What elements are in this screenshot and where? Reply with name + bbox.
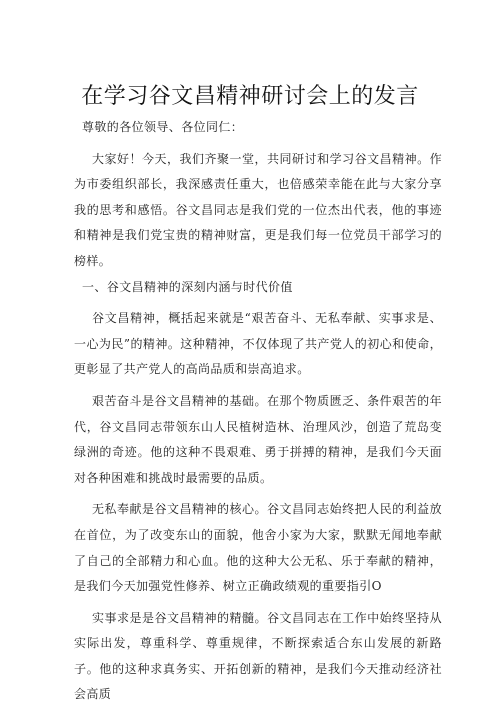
paragraph-hard-work: 艰苦奋斗是谷文昌精神的基础。在那个物质匮乏、条件艰苦的年代，谷文昌同志带领东山人民植树造林、治理风沙，创造了荒岛变绿洲的奇迹。他的这种不畏艰难、勇于拼搏的精神，是我们今天面对各种困难和挑战时最需要的品质。 (74, 393, 442, 485)
section-heading: 一、谷文昌精神的深刻内涵与时代价值 (82, 279, 293, 294)
paragraph-summary: 谷文昌精神，概括起来就是“艰苦奋斗、无私奉献、实事求是、一心为民”的精神。这种精神，不仅体现了共产党人的初心和使命，更彰显了共产党人的高尚品质和崇高追求。 (74, 311, 442, 377)
paragraph-selfless: 无私奉献是谷文昌精神的核心。谷文昌同志始终把人民的利益放在首位，为了改变东山的面貌，他舍小家为大家，默默无闻地奉献了自己的全部精力和心血。他的这种大公无私、乐于奉献的精神，是我们今天加强党性修养、树立正确政绩观的重要指引O (74, 502, 442, 594)
salutation: 尊敬的各位领导、各位同仁： (82, 120, 244, 134)
document-body (74, 115, 442, 708)
document-title: 在学习谷文昌精神研讨会上的发言 (81, 84, 419, 109)
paragraph-opening: 大家好！今天，我们齐聚一堂，共同研讨和学习谷文昌精神。作为市委组织部长，我深感责任重大，也倍感荣幸能在此与大家分享我的思考和感悟。谷文昌同志是我们党的一位杰出代表，他的事迹和精神是我们党宝贵的精神财富，更是我们每一位党员干部学习的榜样。 (74, 151, 442, 268)
paragraph-practical: 实事求是是谷文昌精神的精髓。谷文昌同志在工作中始终坚持从实际出发，尊重科学、尊重规律，不断探索适合东山发展的新路子。他的这种求真务实、开拓创新的精神，是我们今天推动经济社会高质 (74, 610, 442, 702)
